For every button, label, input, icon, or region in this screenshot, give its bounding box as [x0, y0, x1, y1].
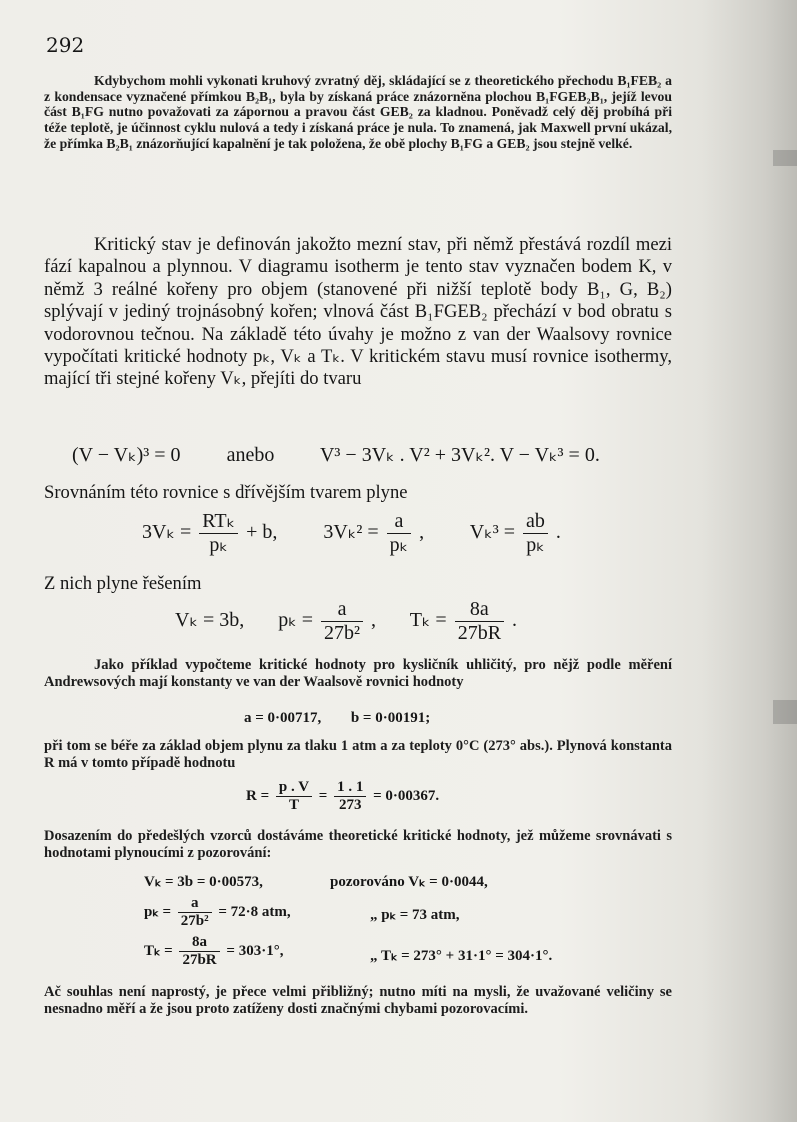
fraction-numerator: 8a	[179, 934, 219, 952]
paragraph-text: Srovnáním této rovnice s dřívějším tvarem plyne	[44, 482, 408, 503]
equation-constants	[244, 710, 430, 727]
fraction	[334, 779, 366, 815]
paragraph-co2-example	[44, 657, 672, 690]
fraction-denominator: 27bR	[182, 952, 217, 969]
fraction	[387, 510, 412, 557]
paragraph-text: Ač souhlas není naprostý, je přece velmi přibližný; nutno míti na mysli, že uvažované veličiny se nesnadno měří a že jsou proto zatíženy dosti značnými chybami pozorovacími.	[44, 984, 672, 1017]
fraction	[178, 895, 212, 931]
fraction-denominator: pₖ	[389, 534, 409, 556]
page-edge-shadow	[773, 150, 797, 166]
fraction-numerator: ab	[523, 510, 548, 534]
results-row-volume-observed	[330, 872, 488, 891]
paragraph-conclusion	[44, 984, 672, 1017]
paragraph-solution-intro	[44, 573, 672, 595]
page-edge-shadow	[773, 700, 797, 724]
paragraph-text: Kdybychom mohli vykonati kruhový zvratný děj, skládající se z theoretického přechodu B₁FEB₂ a z kondensace vyznačené přímkou B₂B₁, byla by získaná práce znázorněna plochou B₁FGEB₂B₁, jejíž levou část B₁FG nutno považovati za zápornou a pravou část GEB₂ za kladnou. Poněvadž celý děj probíhá při téže teplotě, je účinnost cyklu nulová a tedy i získaná práce je nula. To znamená, jak Maxwell první ukázal, že přímka B₂B₁ znázorňující kapalnění je tak položena, že obě plochy B₁FG a GEB₂ jsou stejně velké.	[44, 73, 672, 151]
paragraph-comparison	[44, 482, 672, 504]
paragraph-maxwell-note	[44, 73, 672, 152]
results-row-temperature	[144, 934, 283, 970]
equation-term: 3Vₖ =	[142, 521, 192, 544]
results-row-pressure	[144, 895, 291, 931]
equation-word: anebo	[226, 444, 275, 466]
equation-term: Tₖ =	[144, 943, 173, 960]
result-theoretical: = 72·8 atm,	[218, 904, 291, 921]
page-number: 292	[46, 33, 85, 57]
result-observed: „ Tₖ = 273° + 31·1° = 304·1°.	[370, 948, 553, 964]
equation-term: R =	[246, 788, 270, 805]
fraction-denominator: 27b²	[180, 913, 209, 930]
results-row-temperature-observed	[370, 946, 552, 965]
paragraph-text: Kritický stav je definován jakožto mezní stav, při němž přestává rozdíl mezi fází kapalnou a plynnou. V diagramu isotherm je tento stav vyznačen bodem K, v němž 3 reálné kořeny pro objem (stanovené při nižší teplotě body B₁, G, B₂) splývají v jediný trojnásobný kořen; vlnová část B₁FGEB₂ přechází v bod obratu s vodorovnou tečnou. Na základě této úvahy je možno z van der Waalsovy rovnice vypočítati kritické hodnoty pₖ, Vₖ a Tₖ. V kritickém stavu musí rovnice isothermy, mající tři stejné kořeny Vₖ, přejíti do tvaru	[44, 234, 672, 390]
fraction-numerator: 1 . 1	[334, 779, 366, 797]
fraction-numerator: a	[387, 510, 412, 534]
results-row-volume	[144, 872, 263, 891]
equation-term: + b,	[246, 521, 278, 544]
equation-term: b = 0·00191;	[350, 710, 431, 726]
fraction-numerator: a	[178, 895, 212, 913]
equation-term: =	[318, 788, 328, 805]
fraction	[179, 934, 219, 970]
paragraph-substitution	[44, 828, 672, 861]
results-row-pressure-observed	[370, 905, 460, 924]
fraction-numerator: RTₖ	[199, 510, 238, 534]
equation-term: 3Vₖ² =	[323, 521, 379, 544]
equation-term: = 0·00367.	[373, 788, 440, 805]
equation-term: Vₖ = 3b,	[175, 609, 245, 632]
fraction-numerator: p . V	[276, 779, 312, 797]
fraction-denominator: pₖ	[526, 534, 545, 556]
equation-term: pₖ =	[144, 904, 172, 921]
fraction	[199, 510, 238, 557]
equation-term: .	[555, 521, 561, 544]
fraction	[455, 598, 504, 645]
equation-left: (V − Vₖ)³ = 0	[72, 444, 181, 466]
fraction-denominator: T	[288, 797, 299, 814]
result-theoretical: Vₖ = 3b = 0·00573,	[144, 874, 263, 890]
equation-comparison	[142, 510, 561, 557]
paragraph-gas-constant	[44, 738, 672, 771]
equation-triple-root	[72, 442, 600, 467]
equation-term: ,	[371, 609, 377, 632]
equation-right: V³ − 3Vₖ . V² + 3Vₖ². V − Vₖ³ = 0.	[319, 444, 600, 466]
equation-term: a = 0·00717,	[244, 710, 322, 726]
fraction	[523, 510, 548, 557]
equation-term: ,	[419, 521, 425, 544]
equation-critical-values	[175, 598, 517, 645]
fraction	[321, 598, 363, 645]
equation-term: Tₖ =	[409, 609, 447, 632]
paragraph-text: Dosazením do předešlých vzorců dostáváme theoretické kritické hodnoty, jež můžeme srovnávati s hodnotami plynoucími z pozorování:	[44, 828, 672, 861]
paragraph-text: Jako příklad vypočteme kritické hodnoty pro kysličník uhličitý, pro nějž podle měření Andrewsových mají konstanty ve van der Waalsově rovnici hodnoty	[44, 657, 672, 690]
equation-gas-constant	[246, 779, 439, 815]
fraction-denominator: pₖ	[209, 534, 228, 556]
paragraph-critical-state	[44, 234, 672, 391]
fraction-numerator: 8a	[455, 598, 504, 622]
fraction-numerator: a	[321, 598, 363, 622]
result-theoretical: = 303·1°,	[226, 943, 284, 960]
fraction-denominator: 27bR	[457, 622, 502, 644]
equation-term: Vₖ³ =	[469, 521, 516, 544]
equation-term: pₖ =	[278, 609, 314, 632]
fraction	[276, 779, 312, 815]
result-observed: „ pₖ = 73 atm,	[370, 907, 460, 923]
fraction-denominator: 273	[338, 797, 362, 814]
equation-term: .	[512, 609, 518, 632]
result-observed: pozorováno Vₖ = 0·0044,	[330, 874, 488, 890]
fraction-denominator: 27b²	[324, 622, 361, 644]
paragraph-text: při tom se béře za základ objem plynu za tlaku 1 atm a za teploty 0°C (273° abs.). Plynová konstanta R má v tomto případě hodnotu	[44, 738, 672, 771]
paragraph-text: Z nich plyne řešením	[44, 573, 202, 594]
